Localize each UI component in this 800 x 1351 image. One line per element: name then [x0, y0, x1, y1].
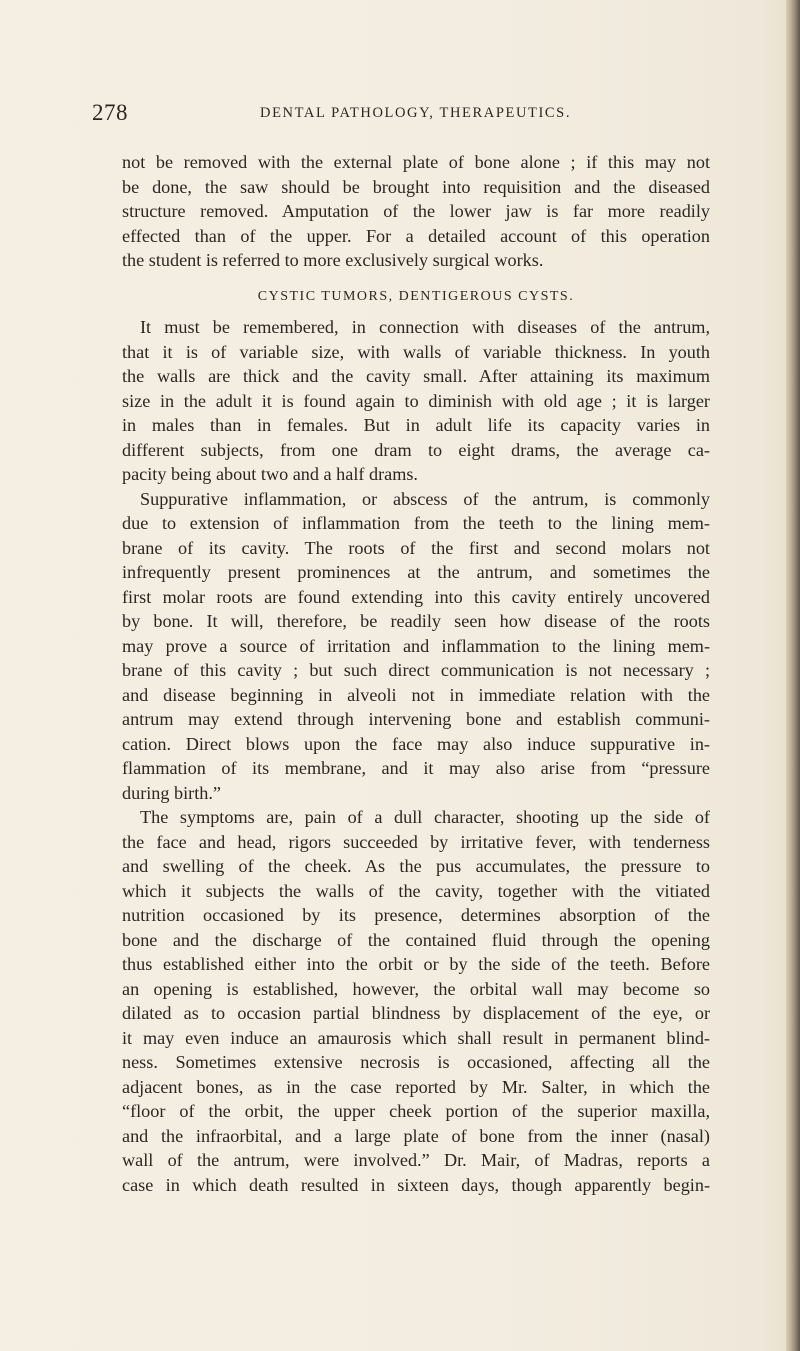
text-line: and the infraorbital, and a large plate of bone from the inner (nasal)	[122, 1125, 710, 1146]
text-line: Suppurative inflammation, or abscess of the antrum, is commonly	[140, 488, 710, 509]
text-line: be done, the saw should be brought into requisition and the diseased	[122, 176, 710, 197]
text-line: an opening is established, however, the orbital wall may become so	[122, 978, 710, 999]
text-line: dilated as to occasion partial blindness by displacement of the eye, or	[122, 1003, 710, 1023]
text-line: antrum may extend through intervening bone and establish communi-	[122, 709, 710, 729]
page-number: 278	[92, 100, 128, 125]
text-line: bone and the discharge of the contained fluid through the opening	[122, 929, 710, 950]
text-line: case in which death resulted in sixteen days, though apparently begin-	[122, 1174, 710, 1195]
section-heading: CYSTIC TUMORS, DENTIGEROUS CYSTS.	[257, 288, 575, 304]
text-line: It must be remembered, in connection with diseases of the antrum,	[140, 317, 710, 337]
text-line: nutrition occasioned by its presence, determines absorption of the	[122, 905, 710, 925]
text-line: brane of its cavity. The roots of the first and second molars not	[122, 537, 710, 558]
body-text	[122, 150, 710, 1197]
text-line: it may even induce an amaurosis which shall result in permanent blind-	[122, 1027, 710, 1048]
running-title: DENTAL PATHOLOGY, THERAPEUTICS.	[260, 105, 572, 121]
text-line: in males than in females. But in adult life its capacity varies in	[122, 415, 710, 435]
text-line: and swelling of the cheek. As the pus accumulates, the pressure to	[122, 856, 710, 876]
text-line: infrequently present prominences at the antrum, and sometimes the	[122, 562, 710, 582]
text-line: the walls are thick and the cavity small. After attaining its maximum	[122, 366, 710, 386]
text-line: different subjects, from one dram to eight drams, the average ca-	[122, 439, 710, 460]
text-line: by bone. It will, therefore, be readily seen how disease of the roots	[122, 611, 710, 631]
text-line: may prove a source of irritation and inflammation to the lining mem-	[122, 635, 710, 656]
text-line: not be removed with the external plate of bone alone ; if this may not	[122, 152, 710, 172]
text-line: pacity being about two and a half drams.	[122, 464, 418, 484]
text-line: adjacent bones, as in the case reported by Mr. Salter, in which the	[122, 1076, 710, 1097]
paragraph	[122, 805, 710, 1197]
paragraph	[122, 150, 710, 273]
text-line: wall of the antrum, were involved.” Dr. Mair, of Madras, reports a	[122, 1150, 710, 1170]
text-line: brane of this cavity ; but such direct communication is not necessary ;	[122, 660, 710, 680]
text-line: ness. Sometimes extensive necrosis is occasioned, affecting all the	[122, 1052, 710, 1072]
text-line: structure removed. Amputation of the lower jaw is far more readily	[122, 201, 710, 221]
text-line: during birth.”	[122, 782, 222, 803]
text-line: size in the adult it is found again to diminish with old age ; it is larger	[122, 390, 710, 411]
running-head	[92, 100, 732, 130]
text-line: the student is referred to more exclusively surgical works.	[122, 250, 544, 270]
text-line: the face and head, rigors succeeded by irritative fever, with tenderness	[122, 831, 710, 852]
text-line: that it is of variable size, with walls of variable thickness. In youth	[122, 341, 710, 362]
text-line: cation. Direct blows upon the face may also induce suppurative in-	[122, 733, 710, 754]
text-line: The symptoms are, pain of a dull character, shooting up the side of	[140, 807, 710, 827]
text-line: effected than of the upper. For a detailed account of this operation	[122, 225, 710, 246]
paragraph	[122, 315, 710, 487]
text-line: flammation of its membrane, and it may also arise from “pressure	[122, 758, 710, 778]
text-line: “floor of the orbit, the upper cheek portion of the superior maxilla,	[122, 1101, 710, 1121]
text-line: due to extension of inflammation from the teeth to the lining mem-	[122, 513, 710, 533]
text-line: and disease beginning in alveoli not in immediate relation with the	[122, 684, 710, 705]
paragraph	[122, 487, 710, 806]
text-line: first molar roots are found extending into this cavity entirely uncovered	[122, 586, 710, 607]
page-binding-edge	[786, 0, 800, 1351]
text-line: thus established either into the orbit or by the side of the teeth. Before	[122, 954, 710, 974]
text-line: which it subjects the walls of the cavity, together with the vitiated	[122, 880, 710, 901]
